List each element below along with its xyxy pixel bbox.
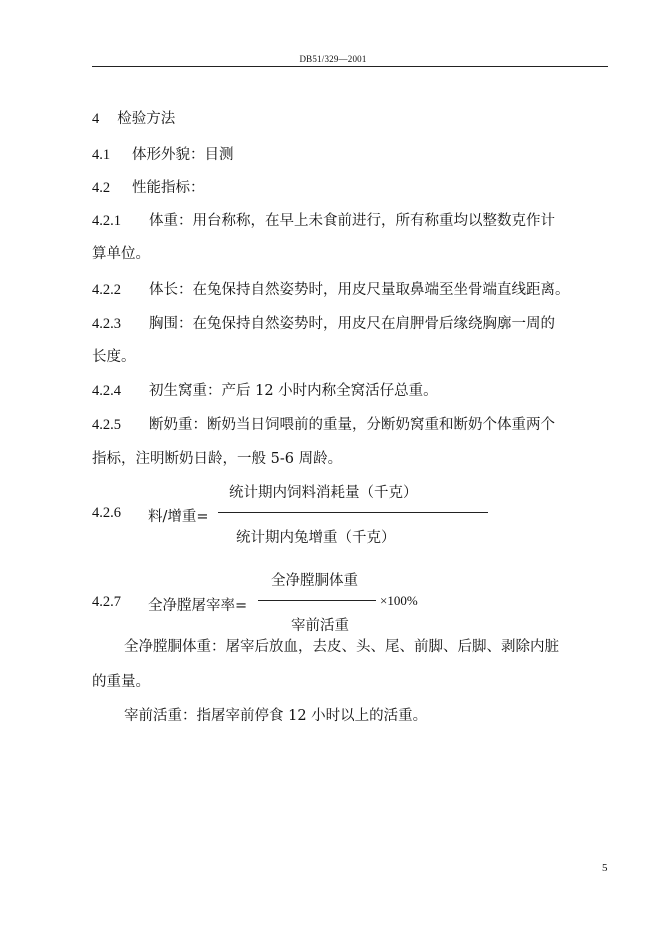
clause-text: 体重：用台称称，在早上未食前进行，所有称重均以整数克作计: [149, 213, 555, 229]
header-rule: [92, 66, 608, 67]
clause-text: 体长：在兔保持自然姿势时，用皮尺量取鼻端至坐骨端直线距离。: [149, 282, 570, 298]
formula-denominator: 统计期内兔增重（千克）: [236, 530, 396, 546]
clause-4-2-2: [92, 283, 570, 298]
clause-4-2-3: [92, 317, 555, 332]
formula-denominator: 宰前活重: [291, 618, 349, 634]
formula-numerator: 统计期内饲料消耗量（千克）: [229, 485, 418, 501]
clause-number: 4.2.2: [92, 282, 121, 298]
formula-numerator: 全净膛胴体重: [271, 573, 358, 589]
clause-number: 4.2.5: [92, 417, 121, 433]
clause-4-2-5-continued: 指标，注明断奶日龄，一般 5-6 周龄。: [92, 451, 343, 467]
clause-number: 4.2.3: [92, 316, 121, 332]
clause-text: 断奶重：断奶当日饲喂前的重量，分断奶窝重和断奶个体重两个: [149, 417, 555, 433]
clause-text: 初生窝重：产后 12 小时内称全窝活仔总重。: [149, 383, 438, 399]
formula-multiplier: ×100%: [380, 593, 418, 608]
document-code: DB51/329—2001: [299, 54, 367, 64]
section-heading: [92, 112, 175, 127]
clause-text: 性能指标：: [132, 180, 205, 196]
definition-eviscerated-weight-continued: 的重量。: [92, 674, 150, 690]
clause-4-2-1: [92, 214, 555, 229]
formula-label: 全净膛屠宰率=: [148, 598, 248, 614]
definition-eviscerated-weight: 全净膛胴体重：屠宰后放血，去皮、头、尾、前脚、后脚、剥除内脏: [124, 639, 559, 655]
page-number: 5: [602, 862, 608, 874]
clause-4-2-3-continued: 长度。: [92, 349, 136, 365]
clause-4-2: [92, 181, 205, 196]
clause-number: 4.1: [92, 147, 111, 163]
fraction-bar: [218, 512, 488, 513]
definition-live-weight: 宰前活重：指屠宰前停食 12 小时以上的活重。: [124, 708, 428, 724]
clause-number: 4.2: [92, 180, 111, 196]
clause-number: 4.2.7: [92, 594, 121, 610]
section-number: 4: [92, 111, 100, 127]
fraction-bar: [258, 600, 376, 601]
section-title: 检验方法: [117, 111, 176, 127]
clause-number: 4.2.4: [92, 383, 121, 399]
clause-4-1: [92, 148, 234, 163]
clause-4-2-4: [92, 384, 438, 399]
clause-4-2-5: [92, 418, 555, 433]
clause-text: 胸围：在兔保持自然姿势时，用皮尺在肩胛骨后缘绕胸廓一周的: [149, 316, 555, 332]
clause-number: 4.2.1: [92, 213, 121, 229]
formula-label: 料/增重=: [148, 509, 209, 525]
clause-number: 4.2.6: [92, 505, 121, 521]
clause-4-2-1-continued: 算单位。: [92, 246, 150, 262]
clause-text: 体形外貌：目测: [132, 147, 234, 163]
